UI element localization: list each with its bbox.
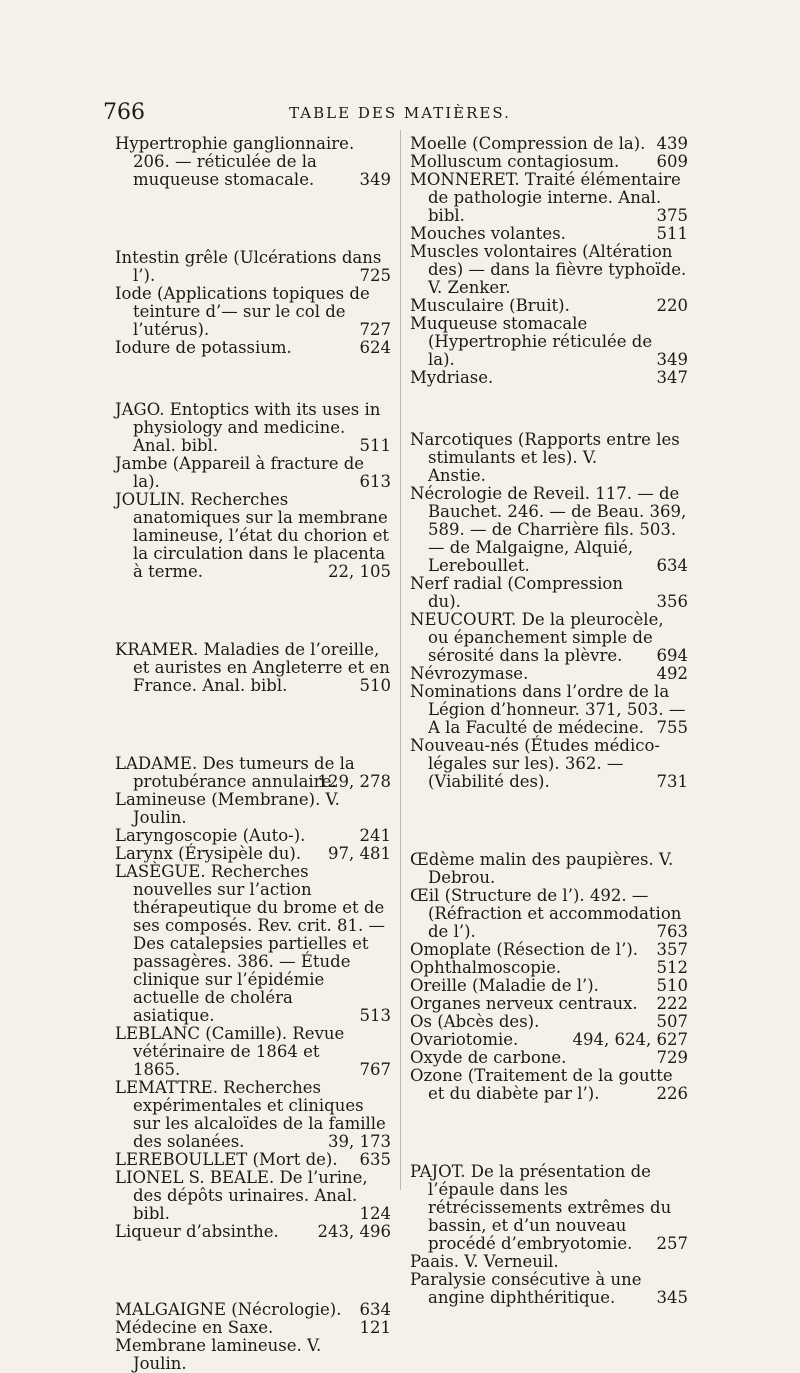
entry-text: Moelle (Compression de la). bbox=[410, 134, 646, 153]
index-entry bbox=[410, 1031, 688, 1049]
section-gap bbox=[410, 387, 688, 431]
entry-page-ref: 494, 624, 627 bbox=[572, 1030, 688, 1049]
index-entry bbox=[410, 683, 688, 737]
entry-text: Os (Abcès des). bbox=[410, 1012, 540, 1031]
entry-page-ref: 510 bbox=[359, 676, 391, 695]
entry-text: Iode (Applications topiques de teinture d’— sur le col de l’utérus). bbox=[115, 284, 370, 339]
index-entry bbox=[410, 135, 688, 153]
entry-text: Iodure de potassium. bbox=[115, 338, 292, 357]
entry-text: Oreille (Maladie de l’). bbox=[410, 976, 599, 995]
section-gap bbox=[115, 1241, 391, 1301]
entry-page-ref: 634 bbox=[656, 556, 688, 575]
index-entry bbox=[115, 1337, 391, 1373]
entry-page-ref: 375 bbox=[656, 206, 688, 225]
entry-text: LADAME. Des tumeurs de la protubérance annulaire. bbox=[115, 754, 355, 791]
index-entry bbox=[115, 1151, 391, 1169]
index-entry bbox=[410, 171, 688, 225]
entry-text: Mouches volantes. bbox=[410, 224, 566, 243]
index-column-right bbox=[410, 135, 688, 1307]
entry-text: Liqueur d’absinthe. bbox=[115, 1222, 279, 1241]
index-entry bbox=[410, 431, 688, 485]
entry-page-ref: 257 bbox=[656, 1234, 688, 1253]
entry-text: Ozone (Traitement de la goutte et du diabète par l’). bbox=[410, 1066, 673, 1103]
entry-page-ref: 725 bbox=[359, 266, 391, 285]
entry-page-ref: 512 bbox=[656, 958, 688, 977]
entry-page-ref: 129, 278 bbox=[317, 772, 391, 791]
entry-text: MALGAIGNE (Nécrologie). bbox=[115, 1300, 342, 1319]
entry-page-ref: 513 bbox=[359, 1006, 391, 1025]
entry-text: Membrane lamineuse. V. Joulin. bbox=[115, 1336, 322, 1373]
entry-page-ref: 241 bbox=[359, 826, 391, 845]
entry-text: Œil (Structure de l’). 492. — (Réfraction et accommodation de l’). bbox=[410, 886, 682, 941]
index-entry bbox=[115, 641, 391, 695]
entry-text: Jambe (Appareil à fracture de la). bbox=[115, 454, 365, 491]
entry-page-ref: 510 bbox=[656, 976, 688, 995]
index-entry bbox=[115, 1319, 391, 1337]
index-entry bbox=[410, 1163, 688, 1253]
entry-page-ref: 121 bbox=[359, 1318, 391, 1337]
index-entry bbox=[410, 575, 688, 611]
section-gap bbox=[115, 357, 391, 401]
entry-page-ref: 763 bbox=[656, 922, 688, 941]
entry-page-ref: 439 bbox=[656, 134, 688, 153]
entry-text: Oxyde de carbone. bbox=[410, 1048, 567, 1067]
index-entry bbox=[410, 1253, 688, 1271]
entry-page-ref: 222 bbox=[656, 994, 688, 1013]
entry-text: Molluscum contagiosum. bbox=[410, 152, 620, 171]
index-entry bbox=[410, 737, 688, 791]
index-entry bbox=[115, 1079, 391, 1151]
entry-text: KRAMER. Maladies de l’oreille, et auristes en Angleterre et en France. Anal. bibl. bbox=[115, 640, 390, 695]
index-entry bbox=[410, 485, 688, 575]
index-entry bbox=[115, 339, 391, 357]
index-entry bbox=[115, 249, 391, 285]
section-gap bbox=[410, 791, 688, 851]
index-entry bbox=[115, 827, 391, 845]
entry-page-ref: 731 bbox=[656, 772, 688, 791]
entry-text: Organes nerveux centraux. bbox=[410, 994, 638, 1013]
entry-text: Muscles volontaires (Altération des) — dans la fièvre typhoïde. V. Zenker. bbox=[410, 242, 687, 297]
entry-text: Intestin grêle (Ulcérations dans l’). bbox=[115, 248, 382, 285]
entry-text: MONNERET. Traité élémentaire de pathologie interne. Anal. bibl. bbox=[410, 170, 681, 225]
index-entry bbox=[115, 1223, 391, 1241]
entry-text: Ovariotomie. bbox=[410, 1030, 519, 1049]
entry-page-ref: 634 bbox=[359, 1300, 391, 1319]
entry-page-ref: 347 bbox=[656, 368, 688, 387]
entry-page-ref: 220 bbox=[656, 296, 688, 315]
entry-page-ref: 243, 496 bbox=[317, 1222, 391, 1241]
entry-text: Lamineuse (Membrane). V. Joulin. bbox=[115, 790, 340, 827]
index-entry bbox=[115, 1025, 391, 1079]
index-entry bbox=[410, 611, 688, 665]
index-entry bbox=[410, 315, 688, 369]
entry-page-ref: 492 bbox=[656, 664, 688, 683]
index-entry bbox=[115, 755, 391, 791]
running-title: TABLE DES MATIÈRES. bbox=[289, 104, 511, 122]
index-entry bbox=[115, 135, 391, 189]
entry-page-ref: 511 bbox=[656, 224, 688, 243]
entry-text: Nerf radial (Compression du). bbox=[410, 574, 623, 611]
index-entry bbox=[410, 1049, 688, 1067]
index-entry bbox=[410, 887, 688, 941]
index-entry bbox=[410, 959, 688, 977]
page-number: 766 bbox=[103, 100, 145, 125]
index-entry bbox=[410, 665, 688, 683]
entry-page-ref: 609 bbox=[656, 152, 688, 171]
entry-page-ref: 22, 105 bbox=[328, 562, 391, 581]
index-entry bbox=[410, 1067, 688, 1103]
entry-text: Médecine en Saxe. bbox=[115, 1318, 274, 1337]
section-gap bbox=[115, 581, 391, 641]
index-entry bbox=[115, 285, 391, 339]
index-entry bbox=[410, 941, 688, 959]
entry-page-ref: 345 bbox=[656, 1288, 688, 1307]
entry-page-ref: 357 bbox=[656, 940, 688, 959]
entry-page-ref: 727 bbox=[359, 320, 391, 339]
column-divider bbox=[400, 130, 401, 1190]
index-entry bbox=[115, 1301, 391, 1319]
entry-text: Larynx (Érysipèle du). bbox=[115, 844, 302, 863]
section-gap bbox=[115, 189, 391, 249]
index-entry bbox=[410, 851, 688, 887]
entry-text: LIONEL S. BEALE. De l’urine, des dépôts urinaires. Anal. bibl. bbox=[115, 1168, 368, 1223]
entry-page-ref: 767 bbox=[359, 1060, 391, 1079]
entry-text: Paais. V. Verneuil. bbox=[410, 1252, 559, 1271]
entry-text: Mydriase. bbox=[410, 368, 494, 387]
entry-text: Nouveau-nés (Études médico-légales sur les). 362. — (Viabilité des). bbox=[410, 736, 661, 791]
entry-text: Ophthalmoscopie. bbox=[410, 958, 562, 977]
entry-page-ref: 755 bbox=[656, 718, 688, 737]
entry-page-ref: 39, 173 bbox=[328, 1132, 391, 1151]
index-entry bbox=[410, 153, 688, 171]
entry-text: Nominations dans l’ordre de la Légion d’honneur. 371, 503. — A la Faculté de médecine. bbox=[410, 682, 686, 737]
entry-text: LEMATTRE. Recherches expérimentales et cliniques sur les alcaloïdes de la famille des solanées. bbox=[115, 1078, 386, 1151]
entry-text: Névrozymase. bbox=[410, 664, 529, 683]
entry-text: Hypertrophie ganglionnaire. 206. — réticulée de la muqueuse stomacale. bbox=[115, 134, 355, 189]
entry-text: Œdème malin des paupières. V. Debrou. bbox=[410, 850, 674, 887]
entry-page-ref: 349 bbox=[656, 350, 688, 369]
index-entry bbox=[410, 1271, 688, 1307]
entry-page-ref: 124 bbox=[359, 1204, 391, 1223]
index-entry bbox=[115, 791, 391, 827]
entry-page-ref: 356 bbox=[656, 592, 688, 611]
entry-page-ref: 226 bbox=[656, 1084, 688, 1103]
entry-text: Muqueuse stomacale (Hypertrophie réticulée de la). bbox=[410, 314, 653, 369]
index-entry bbox=[410, 977, 688, 995]
entry-text: Musculaire (Bruit). bbox=[410, 296, 570, 315]
entry-text: Laryngoscopie (Auto-). bbox=[115, 826, 306, 845]
entry-page-ref: 694 bbox=[656, 646, 688, 665]
index-entry bbox=[410, 297, 688, 315]
index-entry bbox=[410, 995, 688, 1013]
entry-page-ref: 635 bbox=[359, 1150, 391, 1169]
section-gap bbox=[410, 1103, 688, 1163]
entry-text: LEREBOULLET (Mort de). bbox=[115, 1150, 338, 1169]
index-column-left bbox=[115, 135, 391, 1373]
entry-page-ref: 729 bbox=[656, 1048, 688, 1067]
entry-text: Paralysie consécutive à une angine diphthéritique. bbox=[410, 1270, 642, 1307]
entry-text: NEUCOURT. De la pleurocèle, ou épanchement simple de sérosité dans la plèvre. bbox=[410, 610, 664, 665]
section-gap bbox=[115, 695, 391, 755]
entry-text: Narcotiques (Rapports entre les stimulants et les). V. Anstie. bbox=[410, 430, 680, 485]
index-entry bbox=[410, 1013, 688, 1031]
entry-page-ref: 624 bbox=[359, 338, 391, 357]
index-entry bbox=[410, 225, 688, 243]
index-entry bbox=[410, 369, 688, 387]
entry-text: Omoplate (Résection de l’). bbox=[410, 940, 639, 959]
index-entry bbox=[115, 455, 391, 491]
entry-text: PAJOT. De la présentation de l’épaule dans les rétrécissements extrêmes du bassin, et d’un nouveau procédé d’embryotomie. bbox=[410, 1162, 672, 1253]
entry-text: LEBLANC (Camille). Revue vétérinaire de 1864 et 1865. bbox=[115, 1024, 345, 1079]
entry-text: JAGO. Entoptics with its uses in physiology and medicine. Anal. bibl. bbox=[115, 400, 381, 455]
index-entry bbox=[115, 863, 391, 1025]
entry-text: JOULIN. Recherches anatomiques sur la membrane lamineuse, l’état du chorion et la circulation dans le placenta à terme. bbox=[115, 490, 390, 581]
entry-page-ref: 97, 481 bbox=[328, 844, 391, 863]
entry-page-ref: 511 bbox=[359, 436, 391, 455]
entry-page-ref: 613 bbox=[359, 472, 391, 491]
entry-text: Nécrologie de Reveil. 117. — de Bauchet. 246. — de Beau. 369, 589. — de Charrière fils. 503. — de Malgaigne, Alquié, Lereboullet. bbox=[410, 484, 687, 575]
entry-page-ref: 507 bbox=[656, 1012, 688, 1031]
entry-text: LASÈGUE. Recherches nouvelles sur l’action thérapeutique du brome et de ses composés. Rev. crit. 81. — Des catalepsies partielles et passagères. 386. — Étude clinique sur l’épidémie actuelle de choléra asiatique. bbox=[115, 862, 386, 1025]
index-entry bbox=[115, 401, 391, 455]
index-entry bbox=[115, 491, 391, 581]
entry-page-ref: 349 bbox=[359, 170, 391, 189]
index-entry bbox=[410, 243, 688, 297]
index-entry bbox=[115, 845, 391, 863]
